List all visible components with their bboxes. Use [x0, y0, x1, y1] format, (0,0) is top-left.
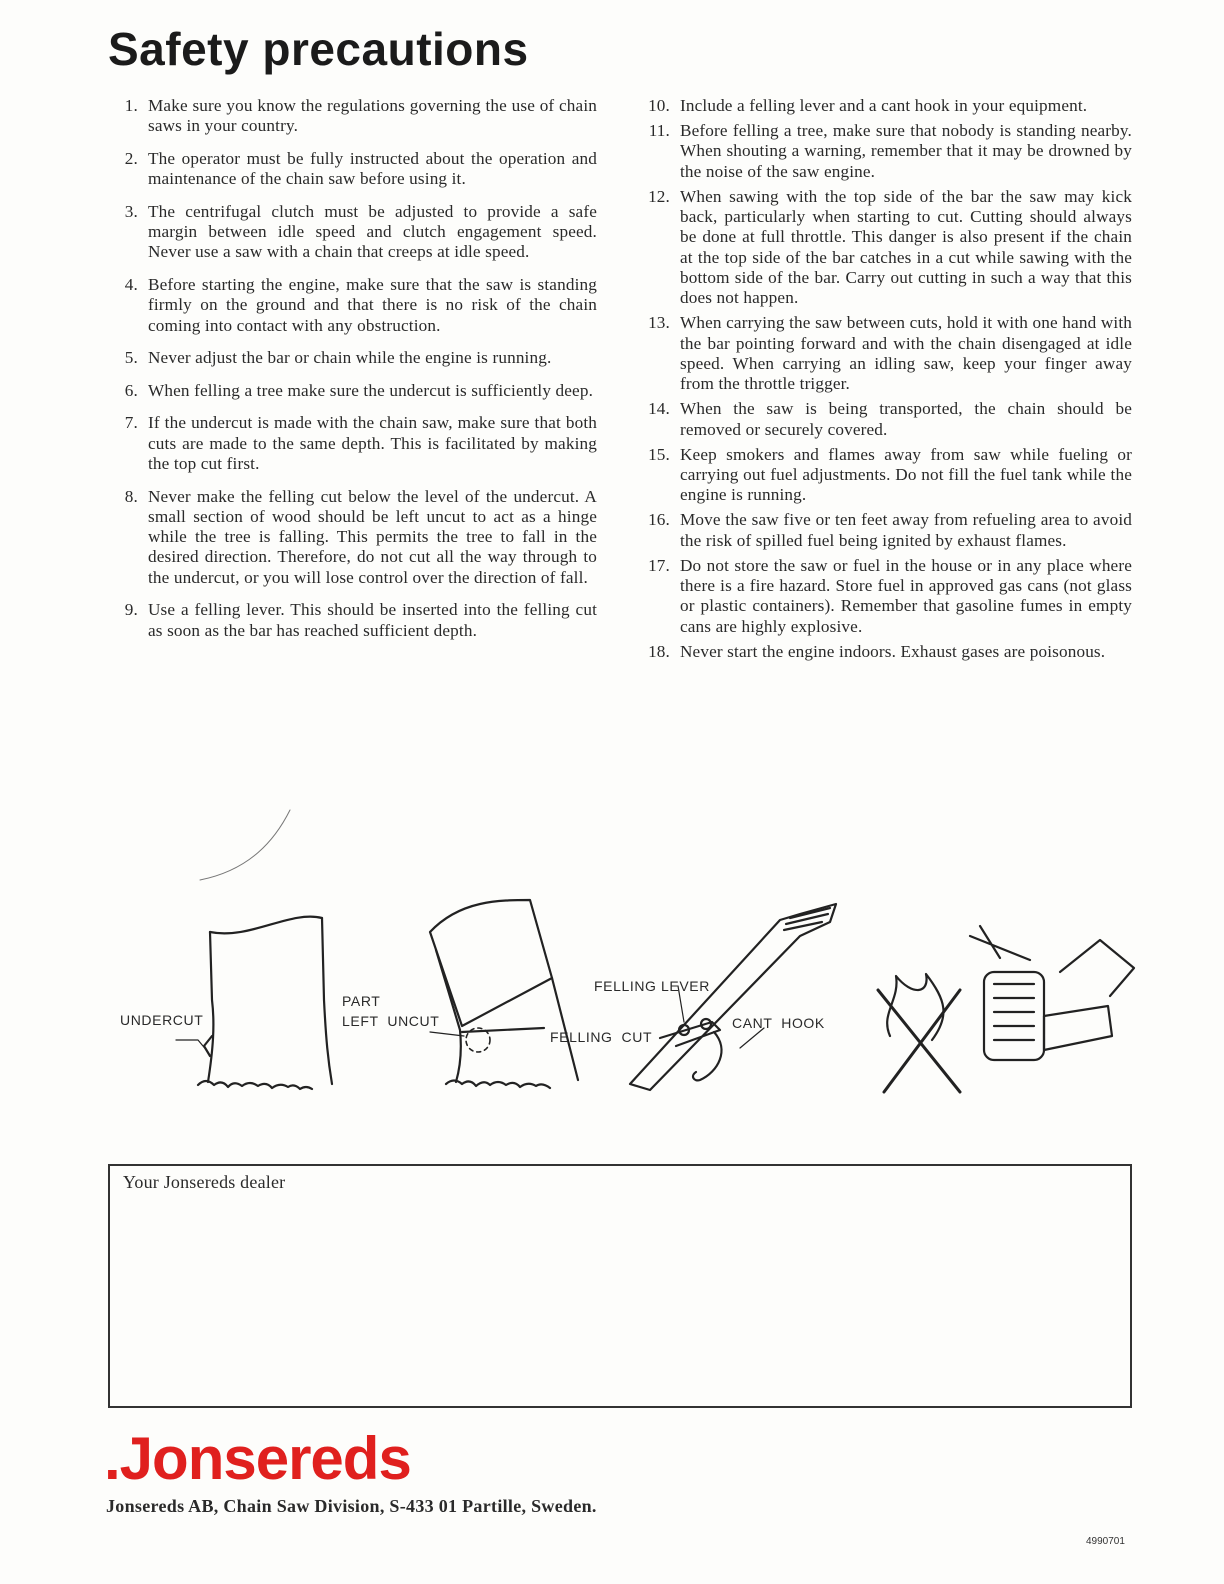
precaution-text: Do not store the saw or fuel in the house or in any place where there is a fire hazard. Store fuel in approved gas cans (not glass or plastic containers). Remember that gasoline fumes in empty cans are highly explosive.: [680, 555, 1132, 636]
illustration-panel: [100, 800, 1140, 1120]
label-part: PART: [342, 993, 381, 1009]
precaution-item: [112, 275, 597, 336]
felling-lever-drawing: [630, 904, 836, 1090]
precaution-number: 9.: [124, 600, 138, 620]
precaution-text: Move the saw five or ten feet away from refueling area to avoid the risk of spilled fuel being ignited by exhaust flames.: [680, 510, 1132, 550]
precautions-left-column: [112, 96, 597, 653]
precaution-item: [644, 510, 1132, 551]
precaution-item: [644, 556, 1132, 637]
label-felling-cut: FELLING CUT: [550, 1029, 653, 1045]
precaution-item: [644, 121, 1132, 182]
tree-felling-drawing: [430, 900, 578, 1088]
precaution-number: 7.: [124, 413, 138, 433]
precaution-item: [112, 487, 597, 588]
precaution-text: Make sure you know the regulations governing the use of chain saws in your country.: [148, 96, 597, 136]
precaution-number: 8.: [124, 486, 138, 506]
precaution-text: When the saw is being transported, the chain should be removed or securely covered.: [680, 399, 1132, 439]
dealer-box: [108, 1164, 1132, 1408]
no-fire-warning-drawing: [878, 926, 1134, 1092]
precaution-text: Before felling a tree, make sure that nobody is standing nearby. When shouting a warning, remember that it may be drowned by the noise of the saw engine.: [680, 121, 1132, 181]
company-address: Jonsereds AB, Chain Saw Division, S-433 01 Partille, Sweden.: [106, 1496, 597, 1516]
precautions-list-left: [112, 96, 597, 641]
precaution-number: 2.: [124, 148, 138, 168]
jonsereds-logo: .Jonsereds: [104, 1425, 411, 1492]
precaution-item: [112, 202, 597, 263]
felling-illustration: [100, 800, 1140, 1120]
precaution-item: [644, 642, 1132, 662]
precautions-list-right: [644, 96, 1132, 662]
precaution-text: Never start the engine indoors. Exhaust gases are poisonous.: [680, 641, 1106, 661]
precaution-item: [644, 399, 1132, 440]
precaution-text: Before starting the engine, make sure that the saw is standing firmly on the ground and that there is no risk of the chain coming into contact with any obstruction.: [148, 274, 597, 335]
precaution-text: Use a felling lever. This should be inserted into the felling cut as soon as the bar has reached sufficient depth.: [148, 600, 597, 640]
precaution-number: 15.: [648, 444, 670, 464]
precaution-item: [644, 187, 1132, 309]
precaution-text: Keep smokers and flames away from saw while fueling or carrying out fuel adjustments. Do not fill the fuel tank while the engine is running.: [680, 444, 1132, 505]
precaution-text: Never adjust the bar or chain while the engine is running.: [148, 348, 552, 368]
precaution-item: [112, 600, 597, 641]
precaution-number: 12.: [648, 186, 670, 206]
precaution-text: The centrifugal clutch must be adjusted to provide a safe margin between idle speed and clutch engagement speed. Never use a saw with a chain that creeps at idle speed.: [148, 201, 597, 262]
precaution-item: [112, 149, 597, 190]
precaution-number: 10.: [648, 96, 670, 115]
precaution-number: 4.: [124, 274, 138, 294]
document-code: 4990701: [1086, 1536, 1125, 1547]
precaution-number: 16.: [648, 510, 670, 530]
precaution-number: 13.: [648, 313, 670, 333]
precautions-right-column: [644, 96, 1132, 667]
precaution-number: 1.: [124, 96, 138, 115]
dealer-label: Your Jonsereds dealer: [123, 1172, 286, 1192]
precaution-text: If the undercut is made with the chain saw, make sure that both cuts are made to the same depth. This is facilitated by making the top cut first.: [148, 413, 597, 473]
precaution-number: 18.: [648, 641, 670, 661]
precaution-text: When felling a tree make sure the undercut is sufficiently deep.: [148, 380, 594, 400]
label-felling-lever: FELLING LEVER: [594, 978, 710, 994]
precaution-item: [112, 348, 597, 368]
precaution-item: [644, 445, 1132, 506]
page-title: Safety precautions: [108, 23, 529, 75]
tree-undercut-drawing: [198, 917, 332, 1089]
precaution-text: Include a felling lever and a cant hook in your equipment.: [680, 96, 1088, 115]
precaution-item: [112, 381, 597, 401]
precaution-number: 17.: [648, 555, 670, 575]
precaution-number: 5.: [124, 348, 138, 368]
label-left-uncut: LEFT UNCUT: [342, 1013, 440, 1029]
label-cant-hook: CANT HOOK: [732, 1015, 825, 1031]
precaution-number: 11.: [648, 121, 670, 141]
precaution-item: [644, 96, 1132, 116]
precaution-item: [112, 96, 597, 137]
precaution-item: [112, 413, 597, 474]
precaution-text: When carrying the saw between cuts, hold it with one hand with the bar pointing forward and with the chain disengaged at idle speed. When carrying an idling saw, keep your finger away from the throttle trigger.: [680, 313, 1132, 394]
precaution-number: 14.: [648, 399, 670, 419]
precaution-text: The operator must be fully instructed about the operation and maintenance of the chain saw before using it.: [148, 148, 597, 189]
precaution-item: [644, 313, 1132, 394]
precaution-number: 6.: [124, 380, 138, 400]
label-undercut: UNDERCUT: [120, 1012, 204, 1028]
precaution-text: When sawing with the top side of the bar the saw may kick back, particularly when starting to cut. Cutting should always be done at full throttle. This danger is also present if the chain at the top side of the bar catches in a cut while sawing with the bottom side of the bar. Carry out cutting in such a way that this does not happen.: [680, 186, 1132, 308]
precaution-number: 3.: [124, 201, 138, 221]
precaution-text: Never make the felling cut below the level of the undercut. A small section of wood should be left uncut to act as a hinge while the tree is falling. This permits the tree to fall in the desired direction. Therefore, do not cut all the way through to the undercut, or you will lose control over the direction of fall.: [148, 486, 597, 587]
